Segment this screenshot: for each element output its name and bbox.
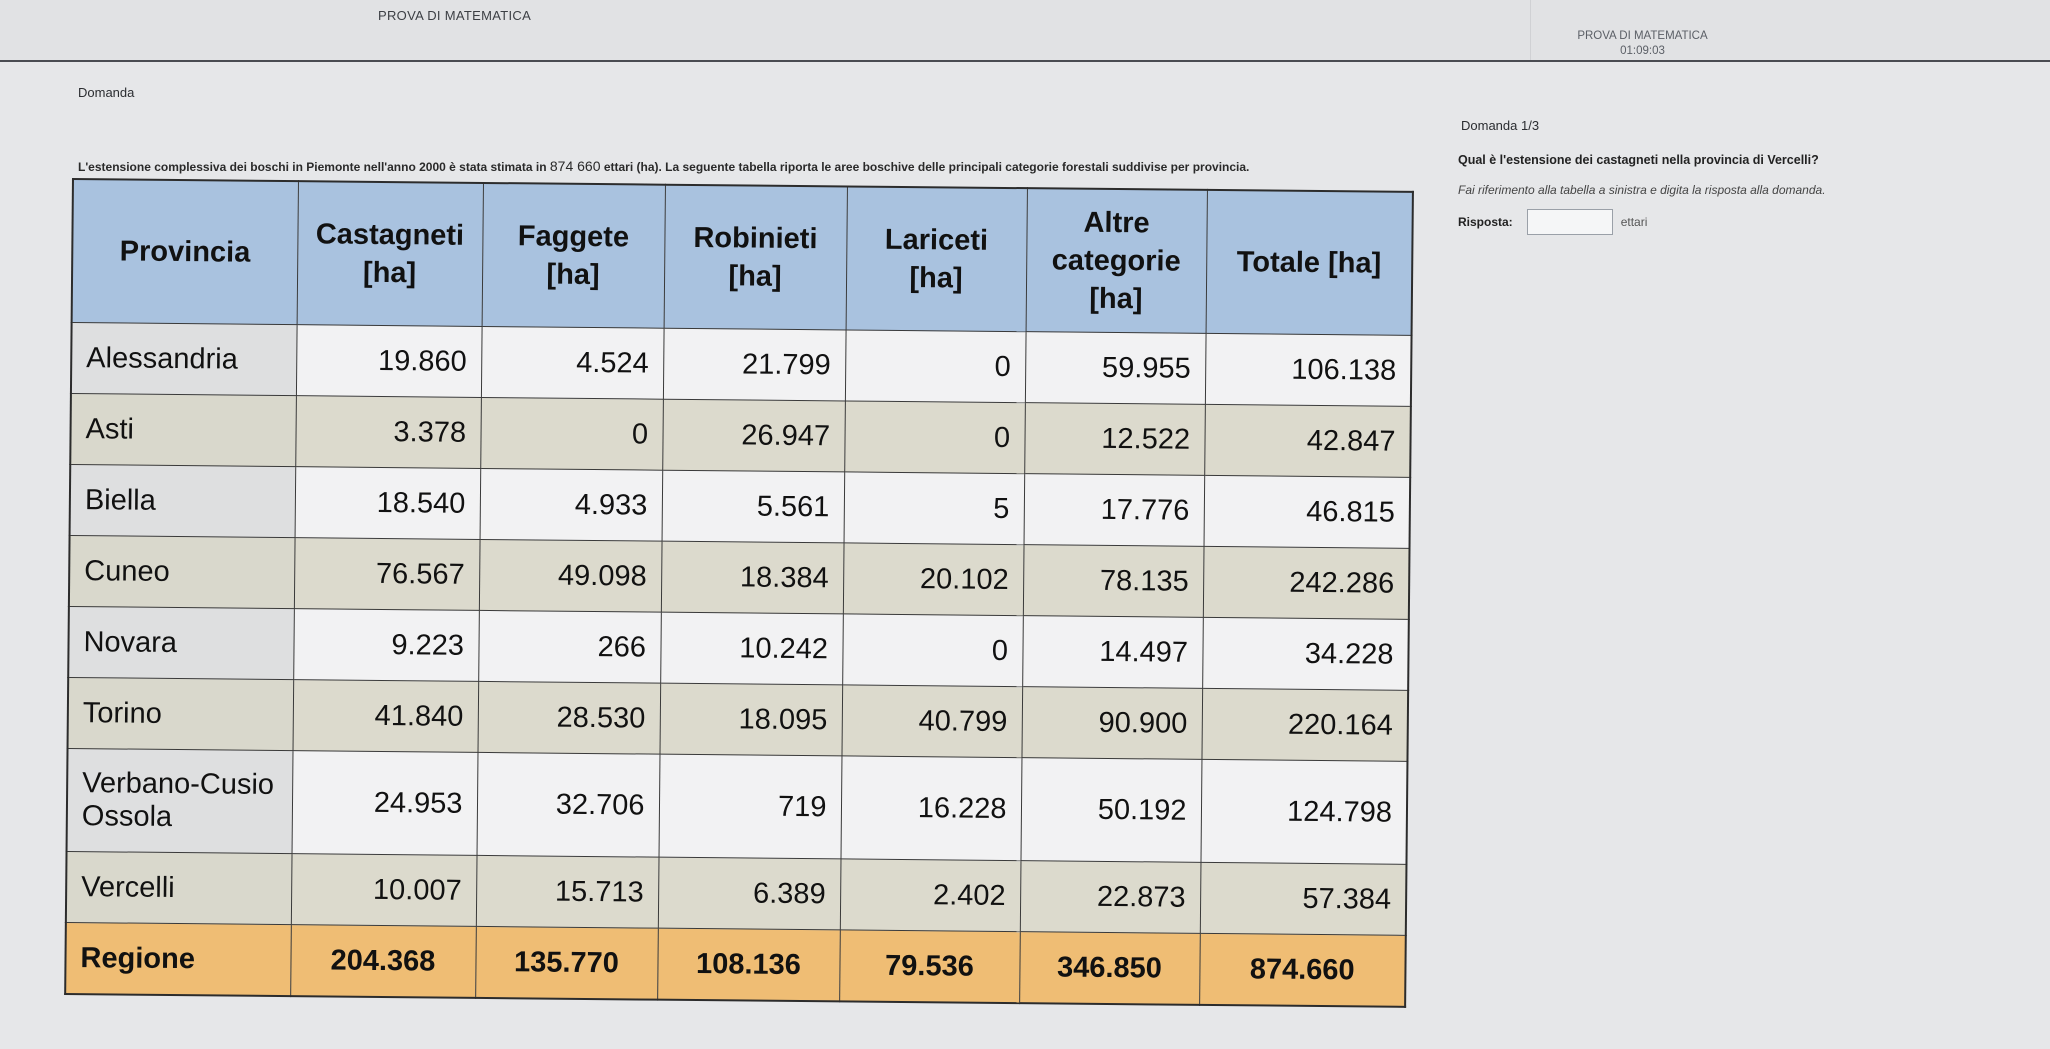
total-cell: 79.536 — [839, 930, 1020, 1003]
province-cell: Asti — [70, 393, 296, 466]
value-cell: 18.384 — [661, 541, 844, 614]
timer: 01:09:03 — [1620, 45, 1665, 57]
value-cell: 4.524 — [481, 326, 664, 399]
value-cell: 0 — [842, 614, 1023, 687]
header-cell: Robinieti [ha] — [664, 185, 847, 330]
value-cell: 10.007 — [291, 854, 477, 927]
header-cell: Provincia — [72, 179, 298, 325]
intro-text-before: L'estensione complessiva dei boschi in Piemonte nell'anno 2000 è stata stimata in — [78, 160, 547, 174]
value-cell: 90.900 — [1021, 687, 1202, 760]
forest-table-wrapper — [64, 178, 1412, 1039]
header-cell: Altre categorie [ha] — [1026, 188, 1207, 333]
value-cell: 20.102 — [843, 543, 1024, 616]
value-cell: 5 — [844, 472, 1025, 545]
value-cell: 106.138 — [1205, 333, 1412, 406]
header-cell: Totale [ha] — [1206, 190, 1413, 335]
value-cell: 41.840 — [293, 680, 479, 753]
value-cell: 220.164 — [1201, 688, 1408, 761]
value-cell: 21.799 — [663, 328, 846, 401]
value-cell: 18.095 — [659, 683, 842, 756]
total-cell: 346.850 — [1019, 932, 1200, 1005]
question-counter: Domanda 1/3 — [1461, 118, 1540, 133]
value-cell: 16.228 — [840, 756, 1021, 861]
value-cell: 10.242 — [660, 612, 843, 685]
header-divider — [1530, 0, 1531, 60]
value-cell: 32.706 — [477, 752, 660, 857]
intro-text-after: ettari (ha). La seguente tabella riporta le aree boschive delle principali categorie forestali suddivise per provincia. — [603, 160, 1250, 174]
answer-row — [1458, 209, 2018, 235]
province-cell: Biella — [70, 464, 296, 537]
value-cell: 14.497 — [1022, 616, 1203, 689]
province-cell: Novara — [68, 606, 294, 679]
question-intro — [78, 158, 1438, 174]
total-cell: 108.136 — [657, 928, 840, 1001]
header-info — [1570, 29, 1715, 59]
table-row — [70, 464, 1411, 548]
app-title: PROVA DI MATEMATICA — [378, 8, 532, 23]
value-cell: 124.798 — [1200, 759, 1407, 864]
value-cell: 3.378 — [295, 396, 481, 469]
region-cell: Regione — [65, 922, 291, 996]
header-right-title: PROVA DI MATEMATICA — [1577, 30, 1708, 42]
value-cell: 26.947 — [662, 399, 845, 472]
province-cell: Verbano-Cusio Ossola — [67, 748, 293, 853]
province-cell: Alessandria — [71, 323, 297, 396]
province-cell: Torino — [68, 677, 294, 750]
value-cell: 49.098 — [479, 539, 662, 612]
value-cell: 28.530 — [478, 681, 661, 754]
value-cell: 6.389 — [658, 857, 841, 930]
table-row — [69, 535, 1410, 619]
table-row — [71, 323, 1412, 407]
intro-number: 874 660 — [549, 158, 601, 174]
header-bar — [0, 0, 2050, 62]
value-cell: 78.135 — [1023, 545, 1204, 618]
section-title: Domanda — [78, 85, 135, 100]
header-cell: Castagneti [ha] — [297, 181, 483, 326]
table-row — [68, 677, 1409, 761]
answer-input[interactable] — [1527, 209, 1613, 235]
value-cell: 19.860 — [296, 325, 482, 398]
header-cell: Faggete [ha] — [482, 183, 665, 328]
answer-label: Risposta: — [1458, 215, 1513, 229]
value-cell: 0 — [845, 330, 1026, 403]
total-row — [65, 922, 1406, 1006]
value-cell: 0 — [480, 397, 663, 470]
value-cell: 719 — [659, 754, 842, 859]
value-cell: 50.192 — [1020, 758, 1201, 863]
value-cell: 12.522 — [1024, 403, 1205, 476]
total-cell: 135.770 — [475, 926, 658, 999]
table-row — [66, 851, 1407, 935]
value-cell: 22.873 — [1020, 861, 1201, 934]
table-row — [70, 393, 1411, 477]
value-cell: 2.402 — [840, 859, 1021, 932]
value-cell: 266 — [478, 610, 661, 683]
value-cell: 17.776 — [1024, 474, 1205, 547]
value-cell: 57.384 — [1200, 862, 1407, 935]
value-cell: 15.713 — [476, 855, 659, 928]
question-hint: Fai riferimento alla tabella a sinistra e digita la risposta alla domanda. — [1458, 183, 1826, 197]
total-cell: 204.368 — [290, 925, 476, 998]
value-cell: 242.286 — [1203, 546, 1410, 619]
total-cell: 874.660 — [1199, 933, 1406, 1006]
value-cell: 18.540 — [295, 467, 481, 540]
header-cell: Lariceti [ha] — [846, 186, 1027, 331]
table-row — [67, 748, 1408, 864]
value-cell: 76.567 — [294, 538, 480, 611]
table-row — [68, 606, 1409, 690]
province-cell: Vercelli — [66, 851, 292, 924]
value-cell: 5.561 — [662, 470, 845, 543]
value-cell: 0 — [844, 401, 1025, 474]
value-cell: 40.799 — [841, 685, 1022, 758]
table-header-row — [72, 179, 1413, 335]
value-cell: 4.933 — [480, 468, 663, 541]
question-panel — [1458, 118, 2018, 235]
answer-unit: ettari — [1620, 215, 1648, 229]
question-text: Qual è l'estensione dei castagneti nella provincia di Vercelli? — [1458, 153, 1819, 167]
value-cell: 34.228 — [1202, 617, 1409, 690]
value-cell: 59.955 — [1025, 332, 1206, 405]
province-cell: Cuneo — [69, 535, 295, 608]
value-cell: 42.847 — [1204, 404, 1411, 477]
value-cell: 9.223 — [293, 609, 479, 682]
forest-table — [64, 178, 1414, 1008]
value-cell: 24.953 — [292, 751, 478, 856]
value-cell: 46.815 — [1204, 475, 1411, 548]
